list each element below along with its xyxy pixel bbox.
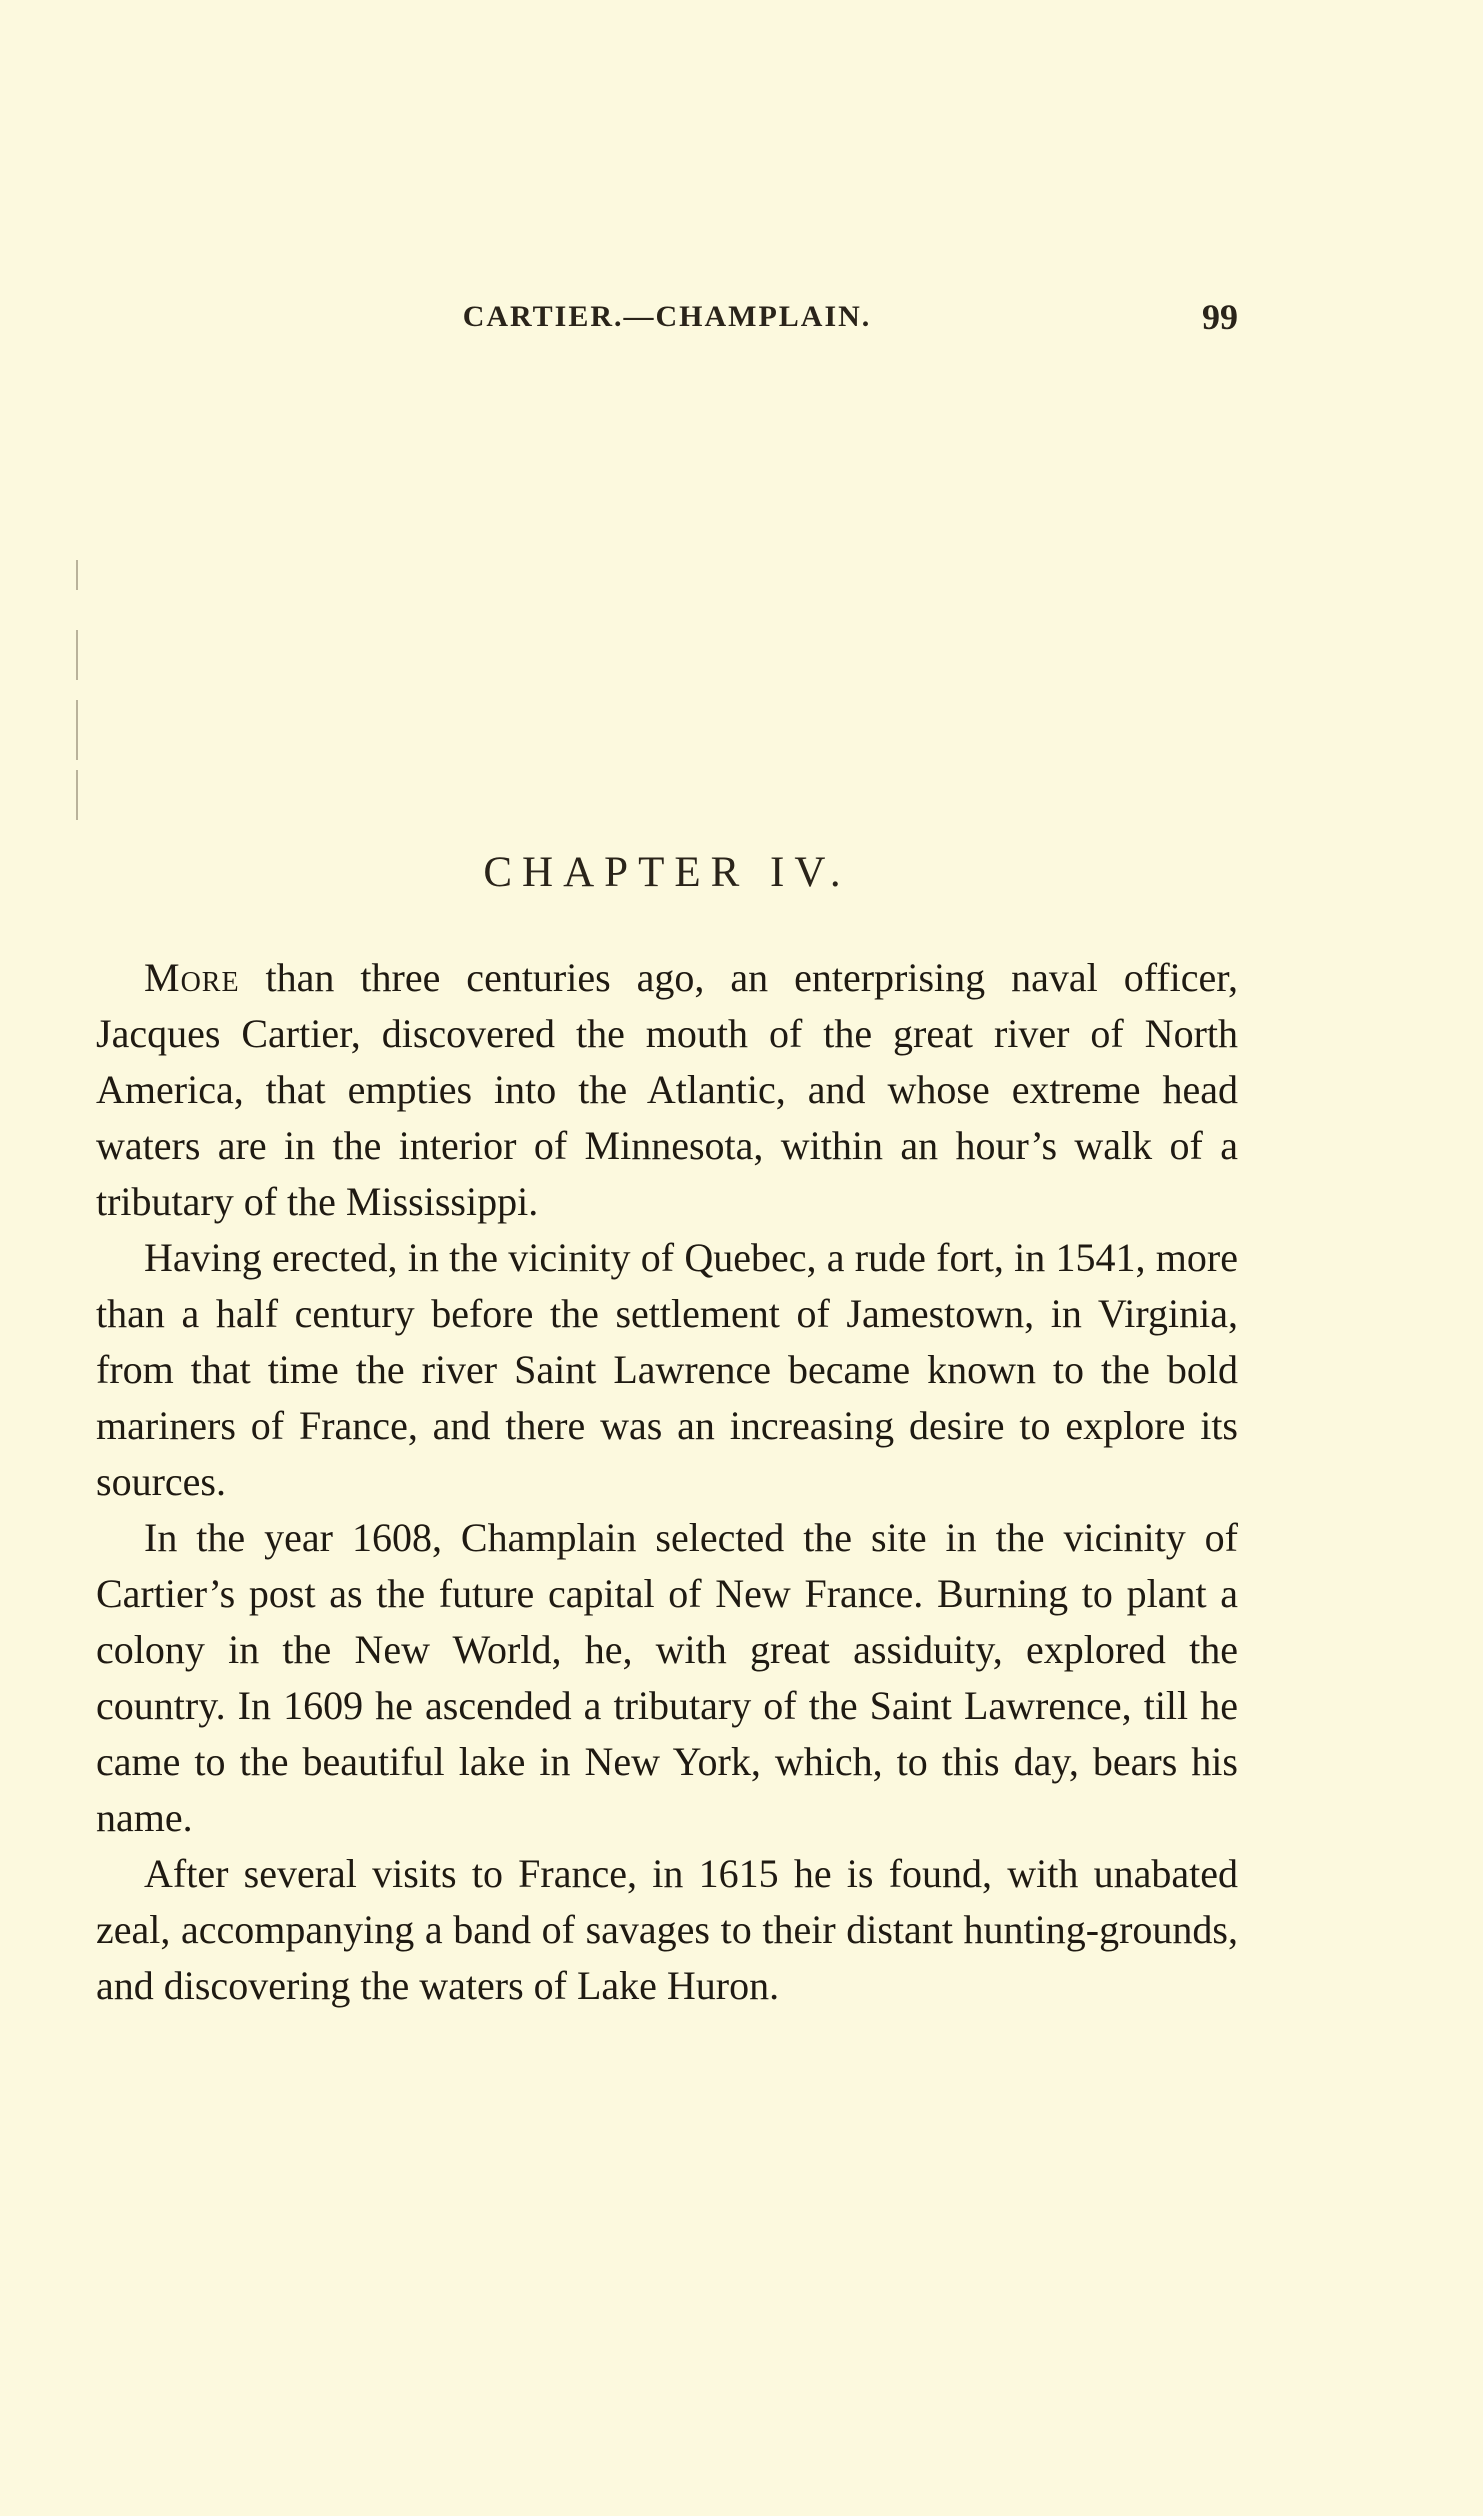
paragraph-lead-word: More bbox=[144, 955, 240, 1000]
margin-mark bbox=[76, 770, 78, 820]
paragraph-text: In the year 1608, Champlain selected the site in the vicinity of Cartier’s post as the future capital of New France. Burning to plant a colony in the New World, he, with great assiduity, explored the country. In 1609 he ascended a tributary of the Saint Lawrence, till he came to the beautiful lake in New York, which, to this day, bears his name. bbox=[96, 1515, 1238, 1840]
paragraph bbox=[96, 1510, 1238, 1846]
paragraph-text: After several visits to France, in 1615 he is found, with unabated zeal, accompanying a band of savages to their distant hunting-grounds, and discovering the waters of Lake Huron. bbox=[96, 1851, 1238, 2008]
page-number: 99 bbox=[1202, 297, 1238, 337]
margin-mark bbox=[76, 560, 78, 590]
paragraph-text: than three centuries ago, an enterprising naval officer, Jacques Cartier, discovered the mouth of the great river of North America, that empties into the Atlantic, and whose extreme head waters are in the interior of Minnesota, within an hour’s walk of a tributary of the Mississippi. bbox=[96, 955, 1238, 1224]
paragraph bbox=[96, 1846, 1238, 2014]
paragraph bbox=[96, 950, 1238, 1230]
paragraph bbox=[96, 1230, 1238, 1510]
running-head bbox=[96, 297, 1238, 346]
margin-mark bbox=[76, 700, 78, 760]
margin-mark bbox=[76, 630, 78, 680]
running-title: CARTIER.—CHAMPLAIN. bbox=[462, 300, 872, 333]
chapter-heading: CHAPTER IV. bbox=[483, 849, 851, 896]
body-text bbox=[96, 950, 1238, 2014]
paragraph-text: Having erected, in the vicinity of Quebec, a rude fort, in 1541, more than a half century before the settlement of Jamestown, in Virginia, from that time the river Saint Lawrence became known to the bold mariners of France, and there was an increasing desire to explore its sources. bbox=[96, 1235, 1238, 1504]
